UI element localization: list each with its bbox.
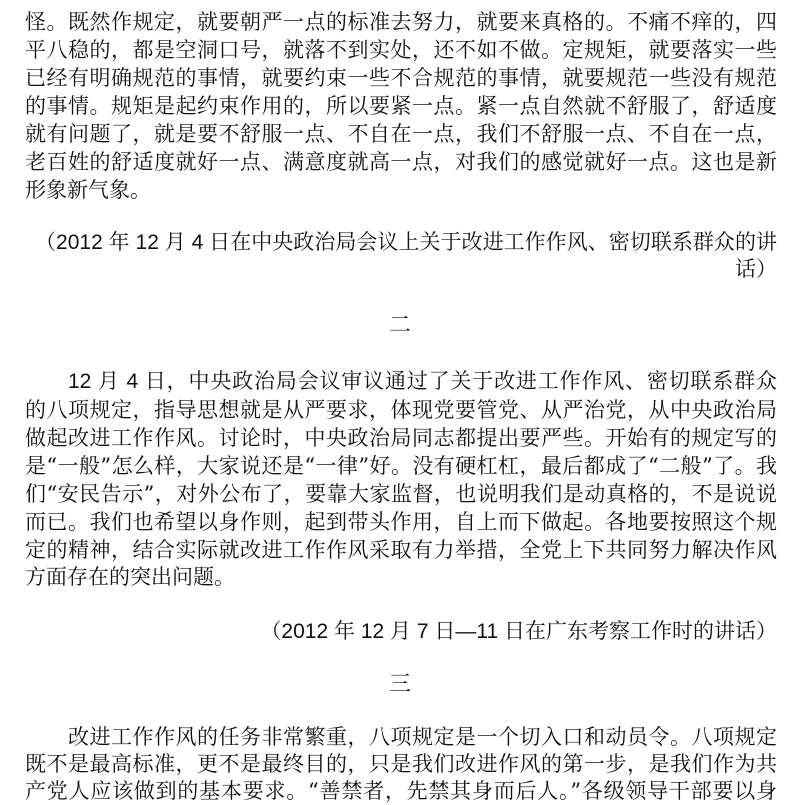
citation-line: 话）: [735, 258, 777, 281]
citation-2: （2012 年 12 月 7 日—11 日在广东考察工作时的讲话）: [260, 620, 777, 643]
text-line: 方面存在的突出问题。: [25, 565, 235, 589]
text-line: 做起改进工作作风。讨论时，中央政治局同志都提出要严些。开始有的规定写的: [25, 426, 777, 450]
text-line: 定的精神，结合实际就改进工作作风采取有力举措，全党上下共同努力解决作风: [25, 538, 777, 562]
text-line: 已经有明确规范的事情，就要约束一些不合规范的事情，就要规范一些没有规范: [25, 66, 777, 90]
text-line: 怪。既然作规定，就要朝严一点的标准去努力，就要来真格的。不痛不痒的，四: [25, 10, 777, 34]
text-line: 产党人应该做到的基本要求。“善禁者，先禁其身而后人。”各级领导干部要以身: [25, 779, 777, 803]
text-line: 老百姓的舒适度就好一点、满意度就高一点，对我们的感觉就好一点。这也是新: [25, 150, 777, 174]
section-heading-3: 三: [388, 672, 411, 697]
text-line: 而已。我们也希望以身作则，起到带头作用，自上而下做起。各地要按照这个规: [25, 510, 777, 534]
citation-line: （2012 年 12 月 4 日在中央政治局会议上关于改进工作作风、密切联系群众的讲: [35, 231, 777, 254]
section-heading-2: 二: [388, 313, 411, 338]
text-line: 的八项规定，指导思想就是从严要求，体现党要管党、从严治党，从中央政治局: [25, 398, 777, 422]
text-line: 改进工作作风的任务非常繁重，八项规定是一个切入口和动员令。八项规定: [68, 725, 777, 749]
text-line: 既不是最高标准，更不是最终目的，只是我们改进作风的第一步，是我们作为共: [25, 752, 777, 776]
text-line: 的事情。规矩是起约束作用的，所以要紧一点。紧一点自然就不舒服了，舒适度: [25, 94, 777, 118]
text-line: 12 月 4 日，中央政治局会议审议通过了关于改进工作作风、密切联系群众: [68, 370, 777, 393]
text-line: 是“一般”怎么样，大家说还是“一律”好。没有硬杠杠，最后都成了“二般”了。我: [25, 454, 777, 478]
text-line: 平八稳的，都是空洞口号，就落不到实处，还不如不做。定规矩，就要落实一些: [25, 38, 777, 62]
text-line: 们“安民告示”，对外公布了，要靠大家监督，也说明我们是动真格的，不是说说: [25, 482, 777, 506]
text-line: 形象新气象。: [25, 178, 151, 202]
text-line: 就有问题了，就是要不舒服一点、不自在一点，我们不舒服一点、不自在一点，: [25, 122, 777, 146]
